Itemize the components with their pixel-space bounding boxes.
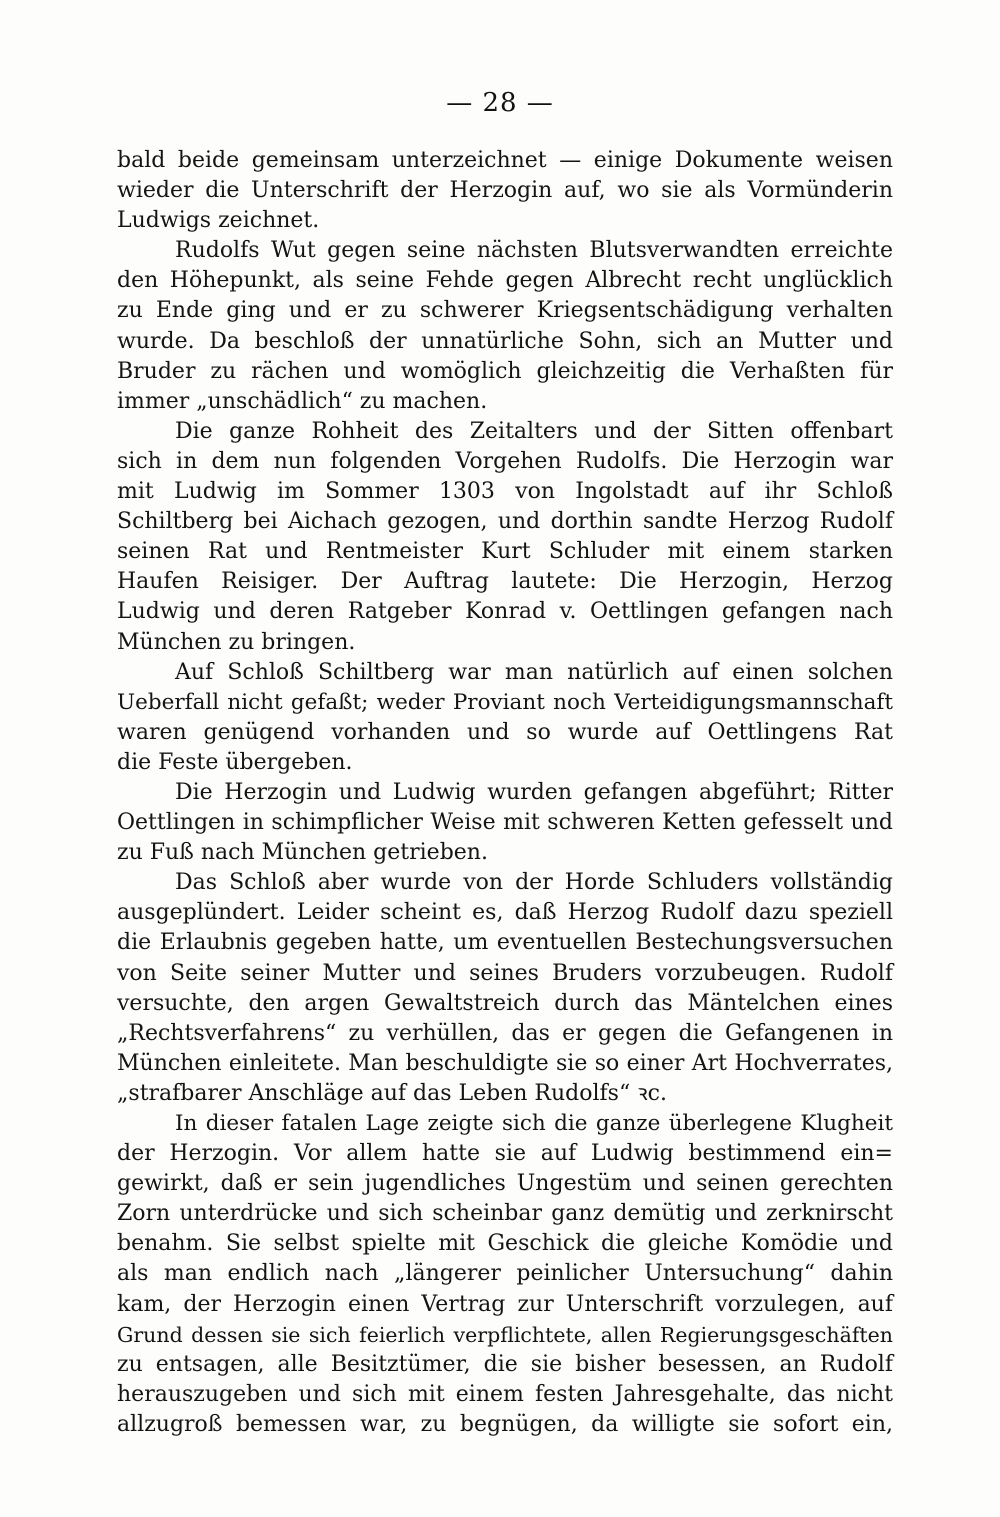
text-line: „Rechtsverfahrens“ zu verhüllen, das er gegen die Gefangenen in <box>117 1020 893 1046</box>
text-line: Ludwig und deren Ratgeber Konrad v. Oettlingen gefangen nach <box>117 599 893 625</box>
text-line: waren genügend vorhanden und so wurde auf Oettlingens Rat <box>117 719 893 745</box>
body-text <box>117 146 893 1440</box>
page-number: — 28 — <box>446 88 554 118</box>
text-line: Rudolfs Wut gegen seine nächsten Blutsverwandten erreichte <box>175 238 893 264</box>
text-line: In dieser fatalen Lage zeigte sich die ganze überlegene Klugheit <box>175 1111 893 1136</box>
text-line: der Herzogin. Vor allem hatte sie auf Ludwig bestimmend ein= <box>117 1141 893 1167</box>
text-line: ausgeplündert. Leider scheint es, daß Herzog Rudolf dazu speziell <box>117 900 893 926</box>
text-line: Auf Schloß Schiltberg war man natürlich auf einen solchen <box>175 659 893 685</box>
text-line: Oettlingen in schimpflicher Weise mit schweren Ketten gefesselt und <box>117 810 893 836</box>
text-line: mit Ludwig im Sommer 1303 von Ingolstadt auf ihr Schloß <box>117 479 893 505</box>
text-line: zu Fuß nach München getrieben. <box>117 840 488 866</box>
text-line: Schiltberg bei Aichach gezogen, und dorthin sandte Herzog Rudolf <box>117 509 893 535</box>
text-line: Zorn unterdrücke und sich scheinbar ganz demütig und zerknirscht <box>117 1201 893 1227</box>
text-line: Die Herzogin und Ludwig wurden gefangen abgeführt; Ritter <box>175 779 893 805</box>
text-line: den Höhepunkt, als seine Fehde gegen Albrecht recht unglücklich <box>117 268 893 294</box>
text-line: herauszugeben und sich mit einem festen Jahresgehalte, das nicht <box>117 1381 893 1407</box>
text-line: München zu bringen. <box>117 629 356 655</box>
text-line: von Seite seiner Mutter und seines Bruders vorzubeugen. Rudolf <box>117 960 893 986</box>
text-line: gewirkt, daß er sein jugendliches Ungestüm und seinen gerechten <box>117 1171 893 1197</box>
text-line: immer „unschädlich“ zu machen. <box>117 388 488 414</box>
text-line: sich in dem nun folgenden Vorgehen Rudolfs. Die Herzogin war <box>117 448 893 474</box>
text-line: Grund dessen sie sich feierlich verpflichtete, allen Regierungsgeschäften <box>117 1322 893 1347</box>
text-line: die Feste übergeben. <box>117 749 353 775</box>
text-line: seinen Rat und Rentmeister Kurt Schluder mit einem starken <box>117 539 893 565</box>
text-line: als man endlich nach „längerer peinlicher Untersuchung“ dahin <box>117 1261 893 1287</box>
text-line: wieder die Unterschrift der Herzogin auf, wo sie als Vormünderin <box>117 178 893 204</box>
text-line: München einleitete. Man beschuldigte sie so einer Art Hochverrates, <box>117 1050 893 1076</box>
text-line: benahm. Sie selbst spielte mit Geschick die gleiche Komödie und <box>117 1231 893 1257</box>
text-line: allzugroß bemessen war, zu begnügen, da willigte sie sofort ein, <box>117 1411 893 1437</box>
text-line: die Erlaubnis gegeben hatte, um eventuellen Bestechungsversuchen <box>117 930 893 956</box>
text-line: kam, der Herzogin einen Vertrag zur Unterschrift vorzulegen, auf <box>117 1291 893 1317</box>
text-line: bald beide gemeinsam unterzeichnet — einige Dokumente weisen <box>117 148 893 173</box>
text-line: Ueberfall nicht gefaßt; weder Proviant noch Verteidigungsmannschaft <box>117 689 893 715</box>
text-line: versuchte, den argen Gewaltstreich durch das Mäntelchen eines <box>117 990 893 1016</box>
text-line: Das Schloß aber wurde von der Horde Schluders vollständig <box>175 870 893 896</box>
text-line: „strafbarer Anschläge auf das Leben Rudolfs“ ꝛc. <box>117 1080 667 1106</box>
text-line: wurde. Da beschloß der unnatürliche Sohn, sich an Mutter und <box>117 328 893 354</box>
text-line: Bruder zu rächen und womöglich gleichzeitig die Verhaßten für <box>117 358 893 384</box>
text-line: zu entsagen, alle Besitztümer, die sie bisher besessen, an Rudolf <box>117 1351 893 1377</box>
text-line: Die ganze Rohheit des Zeitalters und der Sitten offenbart <box>175 418 893 444</box>
text-line: Ludwigs zeichnet. <box>117 208 320 234</box>
text-line: Haufen Reisiger. Der Auftrag lautete: Die Herzogin, Herzog <box>117 569 893 595</box>
text-line: zu Ende ging und er zu schwerer Kriegsentschädigung verhalten <box>117 298 893 324</box>
